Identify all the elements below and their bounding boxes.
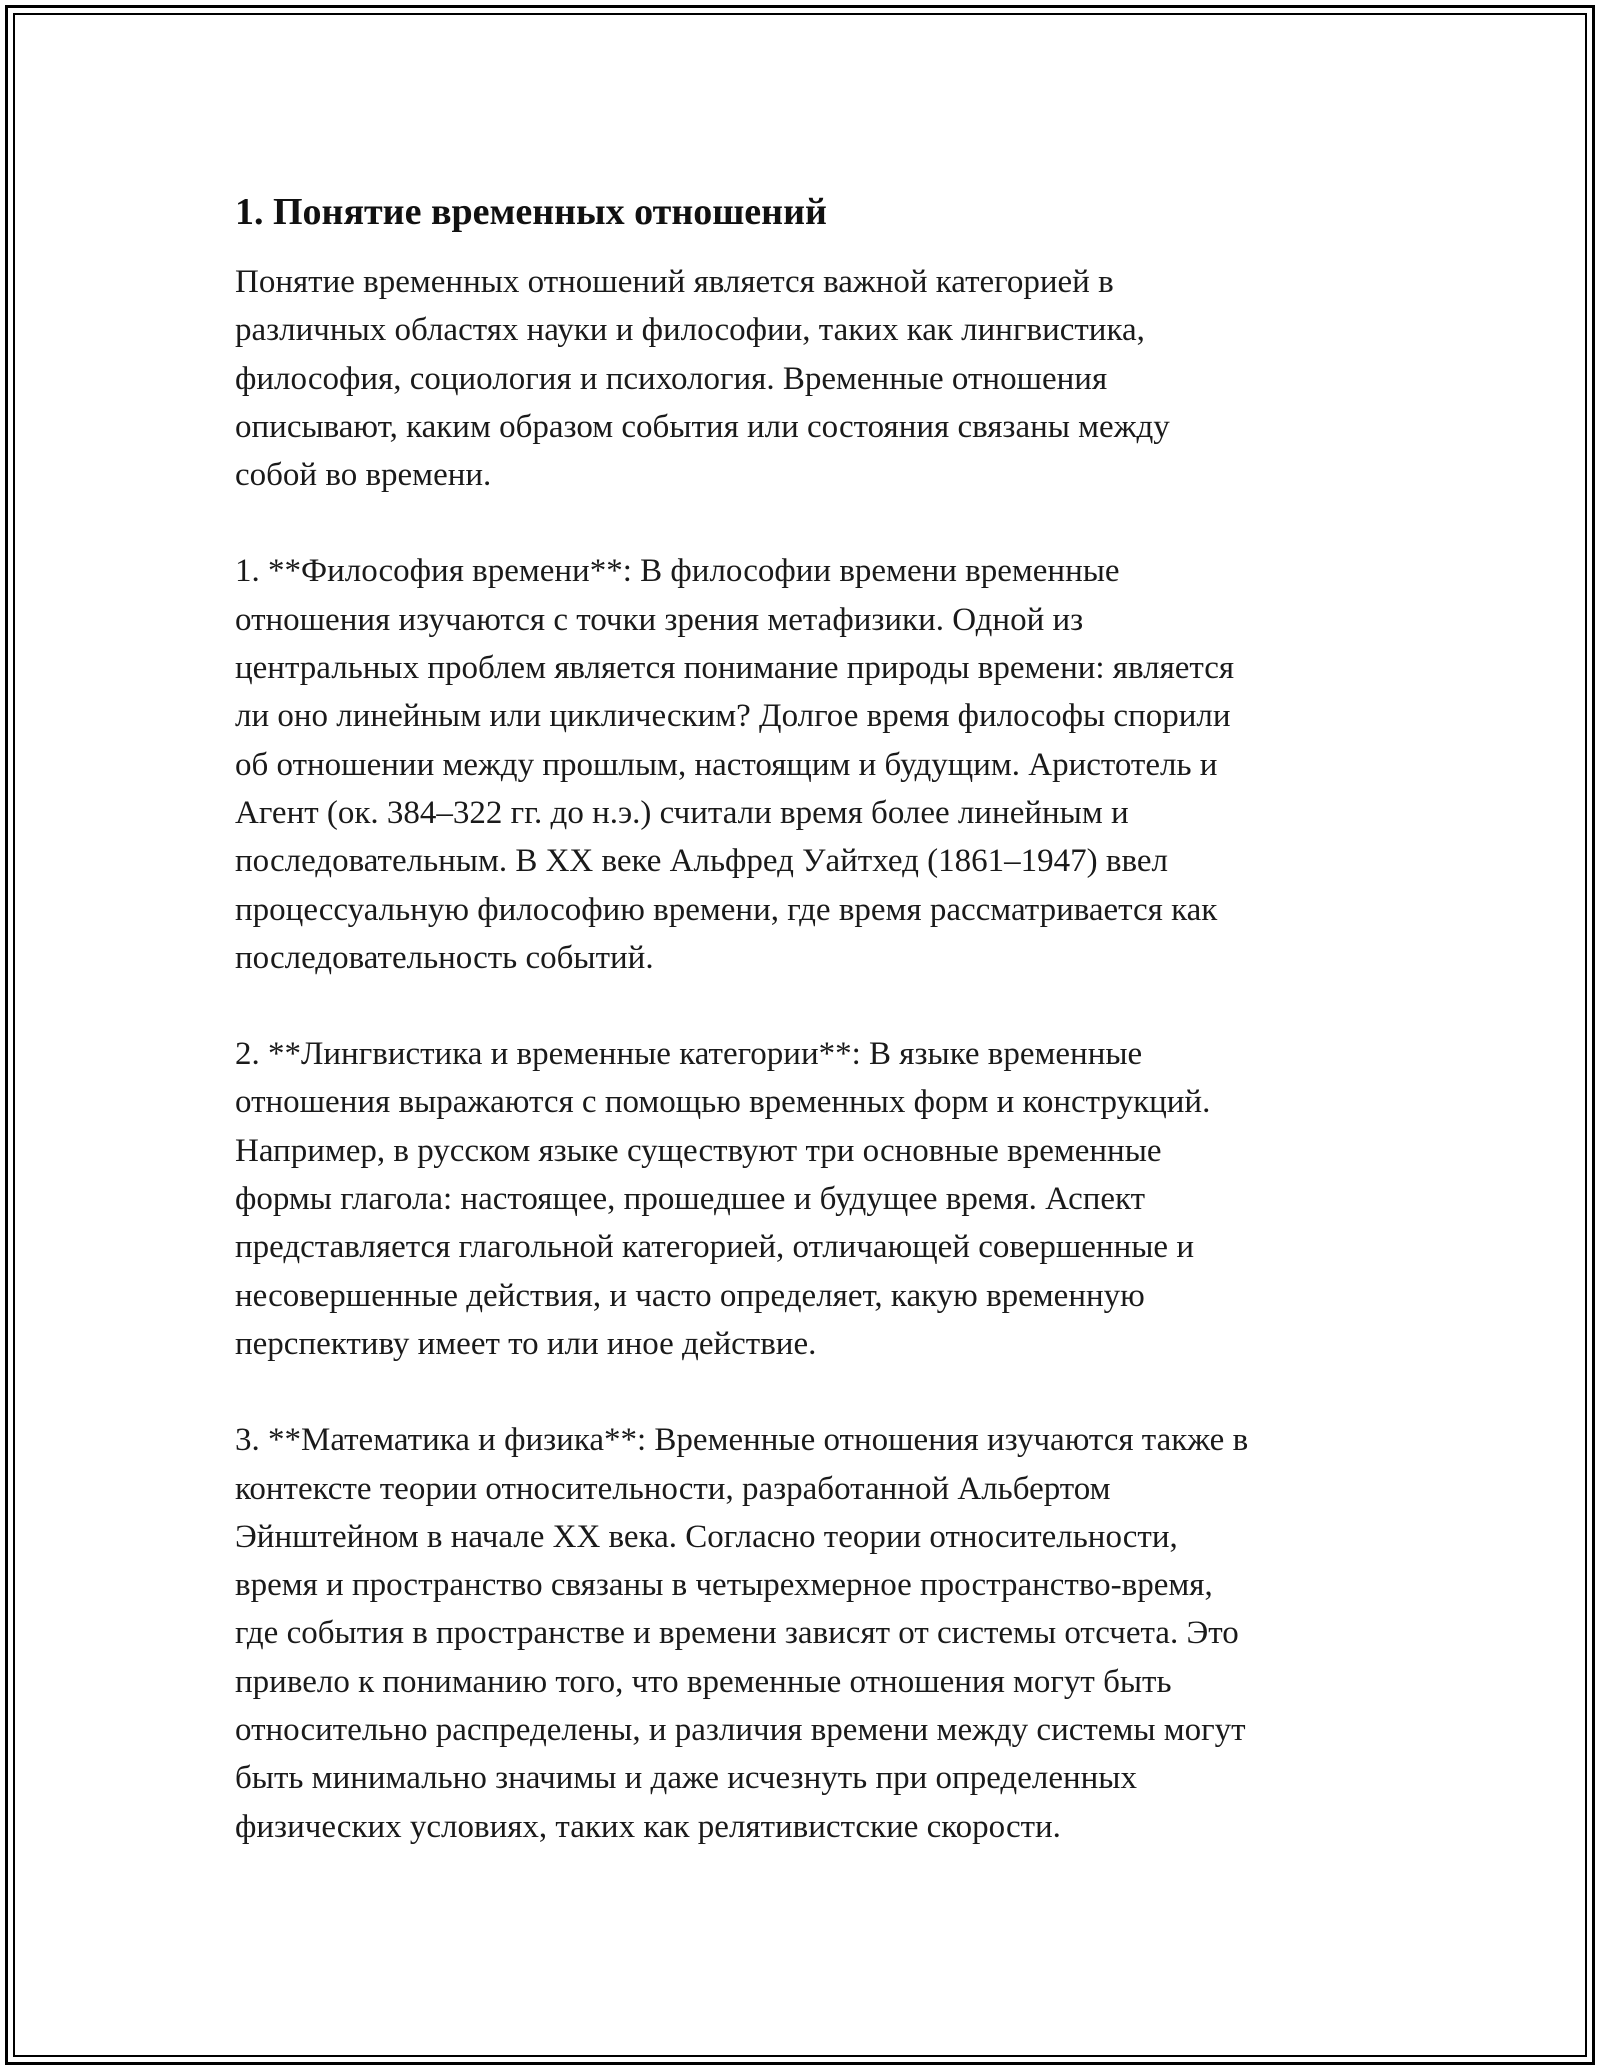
paragraph-philosophy-of-time: 1. **Философия времени**: В философии времени временные отношения изучаются с точки зрения метафизики. Одной из центральных проблем является понимание природы времени: является ли оно линейным или циклическим? Долгое время философы спорили об отношении между прошлым, настоящим и будущим. Аристотель и Агент (ок. 384–322 гг. до н.э.) считали время более линейным и последовательным. В XX веке Альфред Уайтхед (1861–1947) ввел процессуальную философию времени, где время рассматривается как последовательность событий. <box>235 553 1235 976</box>
intro-paragraph: Понятие временных отношений является важной категорией в различных областях науки и философии, таких как лингвистика, философия, социология и психология. Временные отношения описывают, каким образом события или состояния связаны между собой во времени. <box>235 264 1170 494</box>
document-body <box>235 188 1385 1851</box>
section-heading: 1. Понятие временных отношений <box>235 191 827 233</box>
paragraph-math-physics: 3. **Математика и физика**: Временные отношения изучаются также в контексте теории относительности, разработанной Альбертом Эйнштейном в начале XX века. Согласно теории относительности, время и пространство связаны в четырехмерное пространство-время, где события в пространстве и времени зависят от системы отсчета. Это привело к пониманию того, что временные отношения могут быть относительно распределены, и различия времени между системы могут быть минимально значимы и даже исчезнуть при определенных физических условиях, таких как релятивистские скорости. <box>235 1422 1249 1845</box>
paragraph-linguistics: 2. **Лингвистика и временные категории**: В языке временные отношения выражаются с помощью временных форм и конструкций. Например, в русском языке существуют три основные временные формы глагола: настоящее, прошедшее и будущее время. Аспект представляется глагольной категорией, отличающей совершенные и несовершенные действия, и часто определяет, какую временную перспективу имеет то или иное действие. <box>235 1036 1211 1362</box>
